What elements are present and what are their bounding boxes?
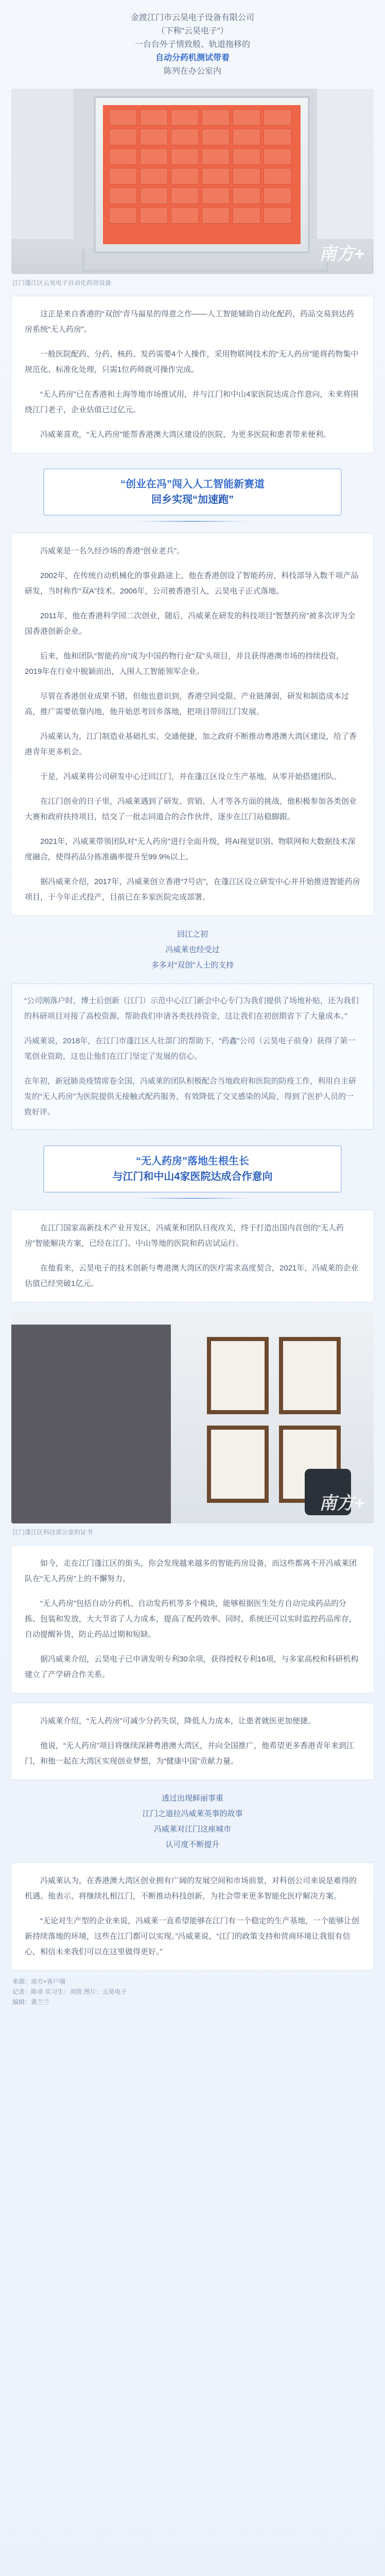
interlude-line: 多多对“双创”人士的支持	[151, 961, 234, 970]
paragraph: 2011年，他在香港科学园二次创业，随后，冯威莱在研发的科技项目“智慧药房”被多次评为全国香港创新企业。	[25, 612, 356, 636]
drawer	[171, 109, 199, 126]
section-banner-1	[0, 468, 385, 522]
drawer	[264, 148, 291, 165]
drawer	[109, 168, 137, 184]
intro-company: 金渡江门市云昊电子设备有限公司	[130, 13, 254, 22]
drawer	[171, 168, 199, 184]
drawer	[140, 168, 168, 184]
intro-line-1: 一台台外子情致般、轨道拖移的	[134, 40, 250, 49]
footer-editor: 编辑：黄兰兰	[12, 1998, 50, 2006]
paragraph: 2002年，在传统自动机械化的事业路途上，他在香港创设了智能药房，科技部导入数千项产品研发，当时称作“双A”技术。2006年，公司被香港引入，云昊电子正式落地。	[25, 571, 359, 596]
banner-box	[43, 1145, 342, 1193]
paragraph: 2021年，冯威莱带领团队对“无人药房”进行全面升级，将AI视觉识别、物联网和大数据技术深度融合，使得药品分拣准确率提升至99.9%以上。	[25, 837, 356, 861]
banner-divider	[136, 521, 249, 522]
drawer	[109, 207, 137, 224]
cabinet-stand	[82, 249, 328, 272]
interlude-line: 透过出现鲜丽事重	[161, 1794, 223, 1803]
drawer	[233, 188, 260, 204]
brand-watermark: 南方+	[319, 1494, 364, 1513]
paragraph: 在江门创业的日子里，冯威莱遇到了研发、营销、人才等各方面的挑战，他积极参加各类创业大赛和政府扶持项目，结交了一批志同道合的合作伙伴，逐步在江门站稳脚跟。	[25, 797, 357, 821]
certificate	[207, 1426, 269, 1503]
interlude-text	[0, 916, 385, 984]
paragraph: 如今，走在江门蓬江区的街头，你会发现越来越多的智能药房设备，而这些都离不开冯威莱团队在“无人药房”上的不懈努力。	[25, 1559, 357, 1583]
drawer	[264, 129, 291, 145]
drawer	[109, 188, 137, 204]
office-photo	[11, 1312, 374, 1523]
medicine-cabinet	[94, 96, 310, 253]
quote-block	[11, 984, 374, 1130]
intro-subtitle: （下称“云昊电子”）	[156, 27, 229, 36]
paragraph: 这正是来自香港的“双创”青马福星的得意之作——人工智能辅助自动化配药，药品交易到达药房系统“无人药房”。	[25, 310, 354, 334]
paragraph: 于是，冯威莱将公司研发中心迁回江门，并在蓬江区设立生产基地，从零开始搭建团队。	[40, 772, 342, 781]
section-banner-2	[0, 1145, 385, 1199]
intro-block	[0, 0, 385, 78]
paragraph: 据冯威莱介绍，云昊电子已申请发明专利30余项，获得授权专利16项，与多家高校和科研机构建立了产学研合作关系。	[25, 1655, 359, 1679]
banner-divider	[136, 1198, 249, 1199]
spacer	[0, 1693, 385, 1703]
paragraph: 冯威莱喜欢，“无人药房”能帮香港澳大湾区建设的医院、为更多医院和患者带来便利。	[40, 430, 331, 439]
paragraph: 一般医院配药、分药、核药、发药需要4个人操作，采用物联网技术的“无人药房”能将药物集中规范化、标准化处理，只需1位药师就可操作完成。	[25, 350, 359, 374]
drawer	[202, 188, 230, 204]
banner-title-line-1: “无人药房”落地生根生长	[136, 1156, 249, 1167]
intro-line-3: 陈列在办公室内	[163, 67, 221, 76]
drawer	[140, 148, 168, 165]
quote-paragraph: 冯威莱说，2018年，在江门市蓬江区人社部门的帮助下，“药鑫”公司（云昊电子前身）获得了第一笔创业资助，这也让他们在江门坚定了发展的信心。	[24, 1037, 356, 1061]
drawer	[202, 148, 230, 165]
drawer	[202, 109, 230, 126]
interlude-line: 认可度不断提升	[165, 1840, 220, 1849]
drawer	[171, 148, 199, 165]
paragraph: 他说，“无人药房”项目将继续深耕粤港澳大湾区，并向全国推广，他希望更多香港青年来到江门，和他一起在大湾区实现创业梦想，为“健康中国”贡献力量。	[25, 1741, 354, 1766]
spacer	[0, 78, 385, 89]
interlude-text-2	[0, 1780, 385, 1863]
drawer	[140, 188, 168, 204]
footer-credits: 记者：陈卓 实习生：刘茵 图片：云昊电子	[12, 1988, 127, 1995]
certificate	[207, 1337, 269, 1414]
banner-title-line-2: 回乡实现“加速跑”	[151, 494, 234, 505]
photo-caption: 江门蓬江区科技部公室的证书	[12, 1529, 93, 1536]
article-section-6	[11, 1863, 374, 1970]
certificate	[279, 1337, 341, 1414]
drawer	[140, 207, 168, 224]
banner-title-line-2: 与江门和中山4家医院达成合作意向	[112, 1171, 273, 1182]
drawer	[140, 129, 168, 145]
interlude-line: 冯威莱也经受过	[165, 945, 220, 954]
paragraph: 冯威莱是一名久经沙场的香港“创业老兵”。	[40, 547, 184, 555]
drawer	[202, 129, 230, 145]
drawer	[233, 109, 260, 126]
drawer	[171, 207, 199, 224]
drawer	[233, 207, 260, 224]
paragraph: 冯威莱介绍，“无人药房”可减少分药失误，降低人力成本，让患者就医更加便捷。	[40, 1717, 316, 1725]
drawer	[233, 129, 260, 145]
paragraph: 在江门国家高新技术产业开发区，冯威莱和团队日夜攻关，终于打造出国内首创的“无人药房”智能解决方案，已经在江门、中山等地的医院和药店试运行。	[25, 1224, 344, 1248]
drawer	[264, 109, 291, 126]
article-section-5	[11, 1703, 374, 1780]
award-shelf	[11, 1325, 171, 1523]
drawer	[109, 129, 137, 145]
article-section-4	[11, 1546, 374, 1693]
paragraph: 尽管在香港创业成果不错，但他也意识到，香港空间受限、产业链薄弱，研发和制造成本过高，推广需要依靠内地，他开始思考回乡落地，把项目带回江门发展。	[25, 692, 349, 716]
drawer	[171, 129, 199, 145]
paragraph: 后来，他和团队“智能药房”成为中国药物行业“双”头项目，并且获得港澳市场的持续投资，2019年在行业中脱颖而出，入围人工智能领军企业。	[25, 652, 344, 676]
paragraph: 冯威莱认为，江门制造业基础扎实、交通便捷，加之政府不断推动粤港澳大湾区建设，给了香港青年更多机会。	[25, 732, 357, 756]
paragraph: 在他看来，云昊电子的技术创新与粤港澳大湾区的医疗需求高度契合，2021年，冯威莱的企业估值已经突破1亿元。	[25, 1264, 359, 1288]
drawer	[264, 168, 291, 184]
paragraph: “无论对生产型的企业来说，冯威莱一直希望能够在江门有一个稳定的生产基地，一个能够让创新持续落地的环境，这些在江门都可以实现。”冯威莱说，“江门的政策支持和营商环境让我很有信心，相信未来我们可以在这里做得更好。”	[25, 1917, 359, 1956]
drawer	[140, 109, 168, 126]
drawer	[264, 188, 291, 204]
brand-watermark: 南方+	[319, 244, 364, 264]
paragraph: 据冯威莱介绍，2017年，冯威莱创立香港“7号店”，在蓬江区设立研发中心并开始推进智能药房项目，于今年正式投产，目前已在多家医院完成部署。	[25, 877, 360, 902]
lab-photo	[11, 89, 374, 274]
paragraph: “无人药房”已在香港和土海等地市场推试用，并与江门和中山4家医院达成合作意向，未来将围绕江门老子，企业估值已过亿元。	[25, 390, 359, 414]
interlude-line: 回江之初	[177, 930, 208, 939]
drawer	[264, 207, 291, 224]
drawer	[109, 148, 137, 165]
photo-caption: 江门蓬江区云昊电子自动化药房设备	[12, 279, 112, 286]
drawer	[233, 168, 260, 184]
banner-box	[43, 468, 342, 516]
footer-source: 来源：南方+客户端	[12, 1978, 66, 1985]
banner-title-line-1: “创业在冯”闯入人工智能新赛道	[120, 479, 265, 490]
intro-highlight: 自动分药机测试带着	[155, 54, 230, 62]
spacer	[0, 1302, 385, 1312]
drawer	[109, 109, 137, 126]
paragraph: “无人药房”包括自动分药机、自动发药机等多个模块，能够根据医生处方自动完成药品的分拣、包装和发放，大大节省了人力成本，提高了配药效率。同时，系统还可以实时监控药品库存，自动提醒补货，防止药品过期和短缺。	[25, 1599, 357, 1639]
drawer	[202, 168, 230, 184]
quote-paragraph: “公司刚落户时，博士后创新（江门）示范中心江门新会中心专门为我们提供了场地补贴，还为我们的科研项目对接了高校资源，帮助我们申请各类扶持资金，这让我们在初创期省下了大量成本。”	[24, 996, 359, 1021]
article-footer	[12, 1976, 373, 2007]
interlude-line: 江门之道拉冯威莱英事的故事	[142, 1809, 243, 1818]
drawer	[171, 188, 199, 204]
drawer	[202, 207, 230, 224]
article-section-2	[11, 533, 374, 916]
drawer	[233, 148, 260, 165]
article-section-1	[11, 296, 374, 453]
paragraph: 冯威莱认为，在香港澳大湾区创业拥有广阔的发展空间和市场前景，对科创公司来说是难得的机遇。他表示，将继续扎根江门，不断推动科技创新，为社会带来更多智能化医疗解决方案。	[25, 1876, 357, 1901]
interlude-line: 冯威莱对江门这座城市	[153, 1825, 231, 1834]
quote-paragraph: 在年初，新冠肺炎疫情席卷全国，冯威莱的团队积极配合当地政府和医院的防疫工作，利用自主研发的“无人药房”为医院提供无接触式配药服务，有效降低了交叉感染的风险，得到了医护人员的一致好评。	[24, 1077, 357, 1116]
article-section-3	[11, 1210, 374, 1302]
